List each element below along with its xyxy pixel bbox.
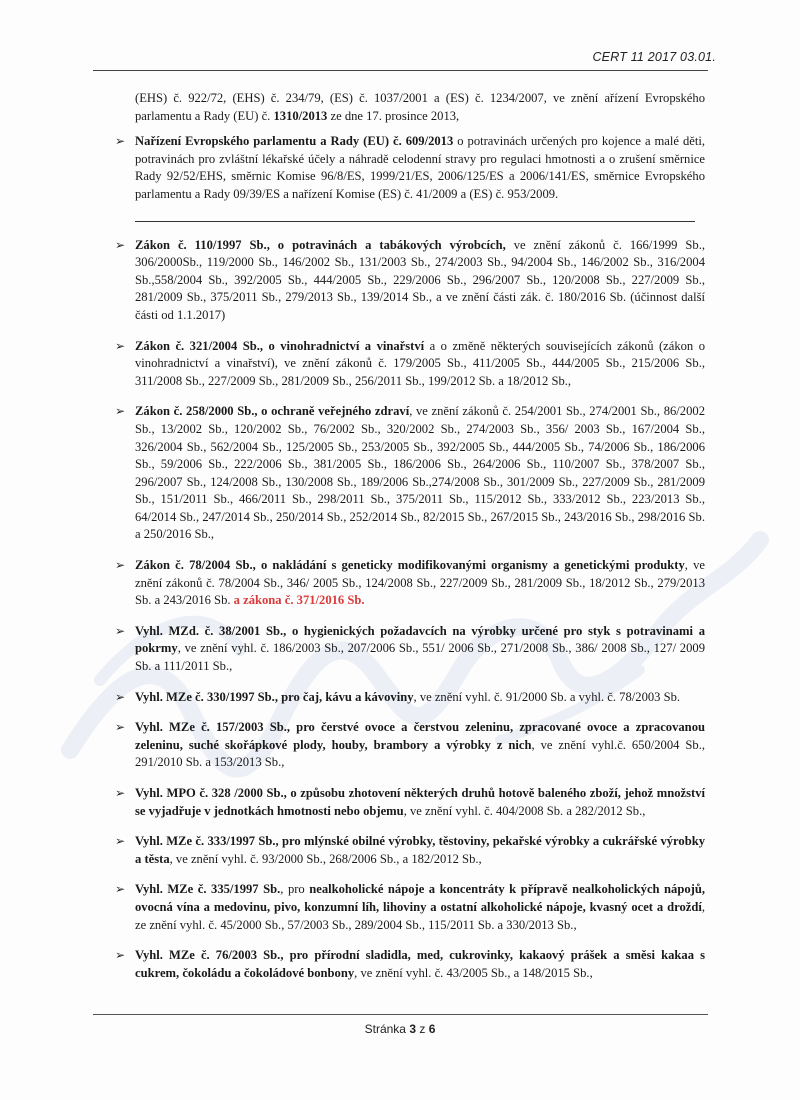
text-segment: , ve znění vyhl.č. 650/2004 Sb., 291/2010 Sb. a 153/2013 Sb.,	[135, 737, 705, 770]
text-segment: , ze znění vyhl. č. 45/2000 Sb., 57/2003 Sb., 289/2004 Sb., 115/2011 Sb. a 330/2013 Sb.,	[135, 899, 705, 932]
text-segment: Zákon č. 110/1997 Sb., o potravinách a tabákových výrobcích,	[135, 237, 506, 252]
text-segment: o potravinách určených pro kojence a malé děti, potravinách pro zvláštní lékařské účely a náhradě celodenní stravy pro regulaci hmotnosti a o zrušení směrnice Rady 92/52/EHS, směrnic Komise 96/8/ES, 1999/21/ES, 2006/125/ES a 2006/141/ES, směrnice Evropského parlamentu a Rady 09/39/ES a nařízení Komise (ES) č. 41/2009 a (ES) č. 953/2009.	[135, 134, 705, 201]
text-segment: Zákon č. 321/2004 Sb., o vinohradnictví a vinařství	[135, 338, 425, 353]
footer-rule	[93, 1014, 708, 1015]
highlighted-amendment: a zákona č. 371/2016 Sb.	[233, 593, 365, 608]
arrow-bullet-icon: ➢	[115, 834, 126, 849]
footer-separator: z	[419, 1022, 426, 1036]
arrow-bullet-icon: ➢	[115, 689, 126, 704]
arrow-bullet-icon: ➢	[115, 882, 126, 897]
text-segment: , ve znění vyhl. č. 43/2005 Sb., a 148/2015 Sb.,	[354, 965, 593, 980]
list-item	[115, 689, 705, 707]
text-segment: Vyhl. MZe č. 335/1997 Sb.	[135, 882, 281, 897]
list-item	[115, 947, 705, 982]
text-segment: , ve znění vyhl. č. 404/2008 Sb. a 282/2012 Sb.,	[403, 803, 646, 818]
text-segment: 1310/2013	[273, 108, 328, 123]
text-segment: , pro	[280, 882, 310, 897]
header-rule	[93, 70, 708, 71]
text-segment: ve znění zákonů č. 166/1999 Sb., 306/2000Sb., 119/2000 Sb., 146/2002 Sb., 131/2003 Sb., 274/2003 Sb., 94/2004 Sb., 146/2002 Sb., 316/2004 Sb.,558/2004 Sb., 392/2005 Sb., 444/2005 Sb., 229/2006 Sb., 296/2007 Sb., 120/2008 Sb., 227/2009 Sb., 281/2009 Sb., 375/2011 Sb., 279/2013 Sb., 139/2014 Sb., a ve znění části zák. č. 180/2016 Sb. (účinnost další části od 1.1.2017)	[135, 237, 705, 322]
footer-page-total: 6	[428, 1022, 436, 1036]
page-footer	[0, 1022, 800, 1036]
section-divider	[135, 221, 695, 222]
arrow-bullet-icon: ➢	[115, 623, 126, 638]
arrow-bullet-icon: ➢	[115, 948, 126, 963]
list-item	[115, 133, 705, 203]
text-segment: , ve znění zákonů č. 78/2004 Sb., 346/ 2005 Sb., 124/2008 Sb., 227/2009 Sb., 281/2009 Sb., 18/2012 Sb., 279/2013 Sb. a 243/2016 Sb.	[135, 558, 705, 608]
list-item	[115, 237, 705, 325]
text-segment: ze dne 17. prosince 2013,	[327, 108, 460, 123]
text-segment: Vyhl. MZd. č. 38/2001 Sb., o hygienických požadavcích na výrobky určené pro styk s potravinami a pokrmy	[135, 623, 705, 656]
text-segment: Zákon č. 78/2004 Sb., o nakládání s geneticky modifikovanými organismy a genetickými produkty	[135, 558, 685, 573]
text-segment: nealkoholické nápoje a koncentráty k přípravě nealkoholických nápojů, ovocná vína a medovinu, pivo, konzumní líh, lihoviny a ostatní alkoholické nápoje, kvasný ocet a droždí	[135, 882, 705, 914]
arrow-bullet-icon: ➢	[115, 720, 126, 735]
footer-prefix: Stránka	[364, 1022, 406, 1036]
list-item	[115, 623, 705, 676]
list-item	[115, 833, 705, 868]
text-segment: Vyhl. MZe č. 157/2003 Sb., pro čerstvé ovoce a čerstvou zeleninu, zpracované ovoce a zpracovanou zeleninu, suché skořápkové plody, houby, brambory a výrobky z nich	[135, 720, 705, 752]
footer-page-number: 3	[409, 1022, 416, 1036]
text-segment: (EHS) č. 922/72, (EHS) č. 234/79, (ES) č. 1037/2001 a (ES) č. 1234/2007, ve znění ařízení Evropského parlamentu a Rady (EU) č.	[135, 91, 705, 123]
text-segment: Nařízení Evropského parlamentu a Rady (EU) č. 609/2013	[135, 134, 454, 149]
text-segment: a o změně některých souvisejících zákonů (zákon o vinohradnictví a vinařství), ve znění zákonů č. 179/2005 Sb., 411/2005 Sb., 444/2005 Sb., 215/2006 Sb., 311/2008 Sb., 227/2009 Sb., 281/2009 Sb., 256/2011 Sb., 199/2012 Sb. a 18/2012 Sb.,	[135, 338, 705, 388]
list-item	[115, 719, 705, 772]
text-segment: , ve znění zákonů č. 254/2001 Sb., 274/2001 Sb., 86/2002 Sb., 13/2002 Sb., 120/2002 Sb., 76/2002 Sb., 320/2002 Sb., 274/2003 Sb., 356/ 2003 Sb., 167/2004 Sb., 326/2004 Sb., 562/2004 Sb., 125/2005 Sb., 253/2005 Sb., 392/2005 Sb., 444/2005 Sb., 74/2006 Sb., 186/2006 Sb., 59/2006 Sb., 222/2006 Sb., 381/2005 Sb., 186/2006 Sb., 264/2006 Sb., 110/2007 Sb., 378/2007 Sb., 296/2007 Sb., 124/2008 Sb., 130/2008 Sb., 189/2006 Sb.,274/2008 Sb., 301/2009 Sb., 227/2009 Sb., 281/2009 Sb., 151/2011 Sb., 466/2011 Sb., 298/2011 Sb., 375/2011 Sb., 115/2012 Sb., 333/2012 Sb., 223/2013 Sb., 64/2014 Sb., 247/2014 Sb., 250/2014 Sb., 252/2014 Sb., 82/2015 Sb., 267/2015 Sb., 243/2016 Sb., 298/2016 Sb. a 250/2016 Sb.,	[135, 404, 705, 542]
document-body	[115, 90, 705, 995]
text-segment: Vyhl. MZe č. 76/2003 Sb., pro přírodní sladidla, med, cukrovinky, kakaový prášek a směsi kakaa s cukrem, čokoládu a čokoládové bonbony	[135, 948, 705, 980]
arrow-bullet-icon: ➢	[115, 237, 126, 252]
text-segment: , ve znění vyhl. č. 186/2003 Sb., 207/2006 Sb., 551/ 2006 Sb., 271/2008 Sb., 386/ 2008 Sb., 127/ 2009 Sb. a 111/2011 Sb.,	[135, 641, 705, 674]
arrow-bullet-icon: ➢	[115, 786, 126, 800]
text-segment: , ve znění vyhl. č. 91/2000 Sb. a vyhl. č. 78/2003 Sb.	[413, 689, 681, 704]
arrow-bullet-icon: ➢	[115, 404, 126, 419]
text-segment: Vyhl. MPO č. 328 /2000 Sb., o způsobu zhotovení některých druhů hotově baleného zboží, jehož množství se vyjadřuje v jednotkách hmotnosti nebo objemu	[135, 786, 705, 818]
text-segment: Vyhl. MZe č. 330/1997 Sb., pro čaj, kávu a kávoviny	[135, 689, 414, 704]
arrow-bullet-icon: ➢	[115, 558, 126, 573]
document-code: CERT 11 2017 03.01.	[592, 50, 716, 64]
list-item	[115, 338, 705, 391]
regulation-list-top	[115, 133, 705, 203]
list-item	[115, 403, 705, 544]
text-segment: , ve znění vyhl. č. 93/2000 Sb., 268/2006 Sb., a 182/2012 Sb.,	[169, 851, 482, 866]
list-item	[115, 557, 705, 610]
continuation-paragraph	[135, 90, 705, 125]
arrow-bullet-icon: ➢	[115, 134, 126, 149]
arrow-bullet-icon: ➢	[115, 338, 126, 353]
text-segment: Zákon č. 258/2000 Sb., o ochraně veřejného zdraví	[135, 404, 410, 419]
legislation-list	[115, 237, 705, 983]
list-item	[115, 881, 705, 934]
list-item	[115, 785, 705, 820]
text-segment: Vyhl. MZe č. 333/1997 Sb., pro mlýnské obilné výrobky, těstoviny, pekařské výrobky a cukrářské výrobky a těsta	[135, 834, 705, 866]
